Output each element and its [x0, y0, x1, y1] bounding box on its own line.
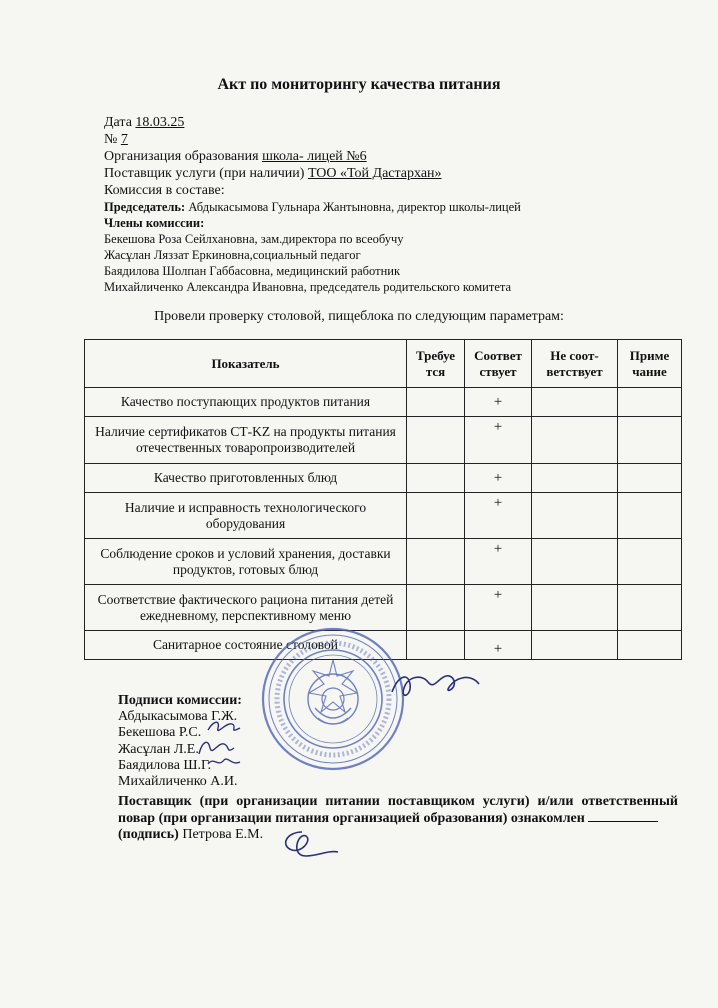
number-value: 7 [120, 132, 128, 147]
header-indicator: Показатель [85, 340, 407, 388]
note-cell [618, 585, 682, 631]
table-row [85, 493, 682, 539]
header-complies: Соответ ствует [465, 340, 532, 388]
note-cell [618, 464, 682, 493]
table-row [85, 464, 682, 493]
table-row [85, 388, 682, 417]
note-cell [618, 631, 682, 660]
signature-line [588, 821, 658, 822]
date-label: Дата [104, 115, 132, 130]
commission-label: Комиссия в составе: [104, 183, 225, 198]
complies-cell: + [465, 388, 532, 417]
requires-cell [407, 388, 465, 417]
date-line [104, 114, 184, 131]
table-row [85, 417, 682, 464]
not-complies-cell [532, 539, 618, 585]
document-title: Акт по мониторингу качества питания [217, 76, 501, 93]
complies-cell: + [465, 493, 532, 539]
indicator-cell: Санитарное состояние столовой [85, 631, 407, 660]
supplier-value: ТОО «Той Дастархан» [307, 166, 442, 181]
member-item: Михайличенко Александра Ивановна, председатель родительского комитета [104, 280, 512, 294]
requires-cell [407, 493, 465, 539]
not-complies-cell [532, 493, 618, 539]
supplier-signature-icon [272, 826, 342, 862]
member-item: Бекешова Роза Сейлхановна, зам.директора по всеобучу [104, 232, 404, 246]
indicator-cell: Наличие сертификатов СТ-KZ на продукты питания отечественных товаропроизводителей [85, 417, 407, 464]
complies-cell: + [465, 585, 532, 631]
chair-label: Председатель: [104, 200, 186, 214]
requires-cell [407, 417, 465, 464]
number-line [104, 131, 128, 148]
member-item: Жасұлан Ляззат Еркиновна,социальный педагог [104, 248, 361, 262]
not-complies-cell [532, 417, 618, 464]
complies-cell: + [465, 417, 532, 464]
indicator-cell: Соответствие фактического рациона питания детей ежедневному, перспективному меню [85, 585, 407, 631]
number-label: № [104, 132, 118, 147]
complies-cell: + [465, 539, 532, 585]
signatures-heading: Подписи комиссии: [118, 693, 242, 708]
header-not-complies: Не соот- ветствует [532, 340, 618, 388]
not-complies-cell [532, 464, 618, 493]
not-complies-cell [532, 585, 618, 631]
signature-name: Михайличенко А.И. [118, 774, 238, 789]
not-complies-cell [532, 631, 618, 660]
table-header-row [85, 340, 682, 388]
table-row [85, 539, 682, 585]
members-label: Члены комиссии: [104, 216, 205, 230]
complies-cell: + [465, 631, 532, 660]
signature-name: Бекешова Р.С. [118, 725, 202, 740]
intro-text: Провели проверку столовой, пищеблока по следующим параметрам: [154, 309, 564, 324]
date-value: 18.03.25 [135, 115, 185, 130]
indicator-cell: Качество поступающих продуктов питания [85, 388, 407, 417]
sign-label: (подпись) [118, 827, 179, 842]
sign-name: Петрова Е.М. [182, 827, 264, 842]
supplier-line [104, 165, 442, 182]
note-cell [618, 417, 682, 464]
member-signature-icon [206, 754, 242, 772]
header-note: Приме чание [618, 340, 682, 388]
organization-line [104, 148, 367, 165]
official-stamp-icon [258, 624, 408, 774]
not-complies-cell [532, 388, 618, 417]
requires-cell [407, 631, 465, 660]
indicator-cell: Соблюдение сроков и условий хранения, доставки продуктов, готовых блюд [85, 539, 407, 585]
requires-cell [407, 585, 465, 631]
chair-signature-icon [388, 662, 483, 712]
complies-cell: + [465, 464, 532, 493]
requires-cell [407, 539, 465, 585]
supplier-acknowledgement [118, 794, 678, 844]
indicator-cell: Качество приготовленных блюд [85, 464, 407, 493]
supplier-label: Поставщик услуги (при наличии) [104, 166, 305, 181]
note-cell [618, 388, 682, 417]
note-cell [618, 493, 682, 539]
chair-value: Абдыкасымова Гульнара Жантыновна, директор школы-лицей [188, 200, 521, 214]
member-item: Баядилова Шолпан Габбасовна, медицинский работник [104, 264, 401, 278]
signature-name: Жасұлан Л.Е. [118, 742, 199, 757]
signature-name: Абдыкасымова Г.Ж. [118, 709, 238, 724]
organization-value: школа- лицей №6 [262, 149, 367, 164]
header-requires: Требуе тся [407, 340, 465, 388]
requires-cell [407, 464, 465, 493]
organization-label: Организация образования [104, 149, 259, 164]
chair-line [104, 199, 521, 216]
acknowledgement-text: Поставщик (при организации питании поставщиком услуги) и/или ответственный повар (при организации питания организацией образования) ознакомлен [118, 794, 678, 826]
indicator-cell: Наличие и исправность технологического оборудования [85, 493, 407, 539]
signature-name: Баядилова Ш.Г. [118, 758, 212, 773]
note-cell [618, 539, 682, 585]
parameters-table [84, 339, 682, 660]
